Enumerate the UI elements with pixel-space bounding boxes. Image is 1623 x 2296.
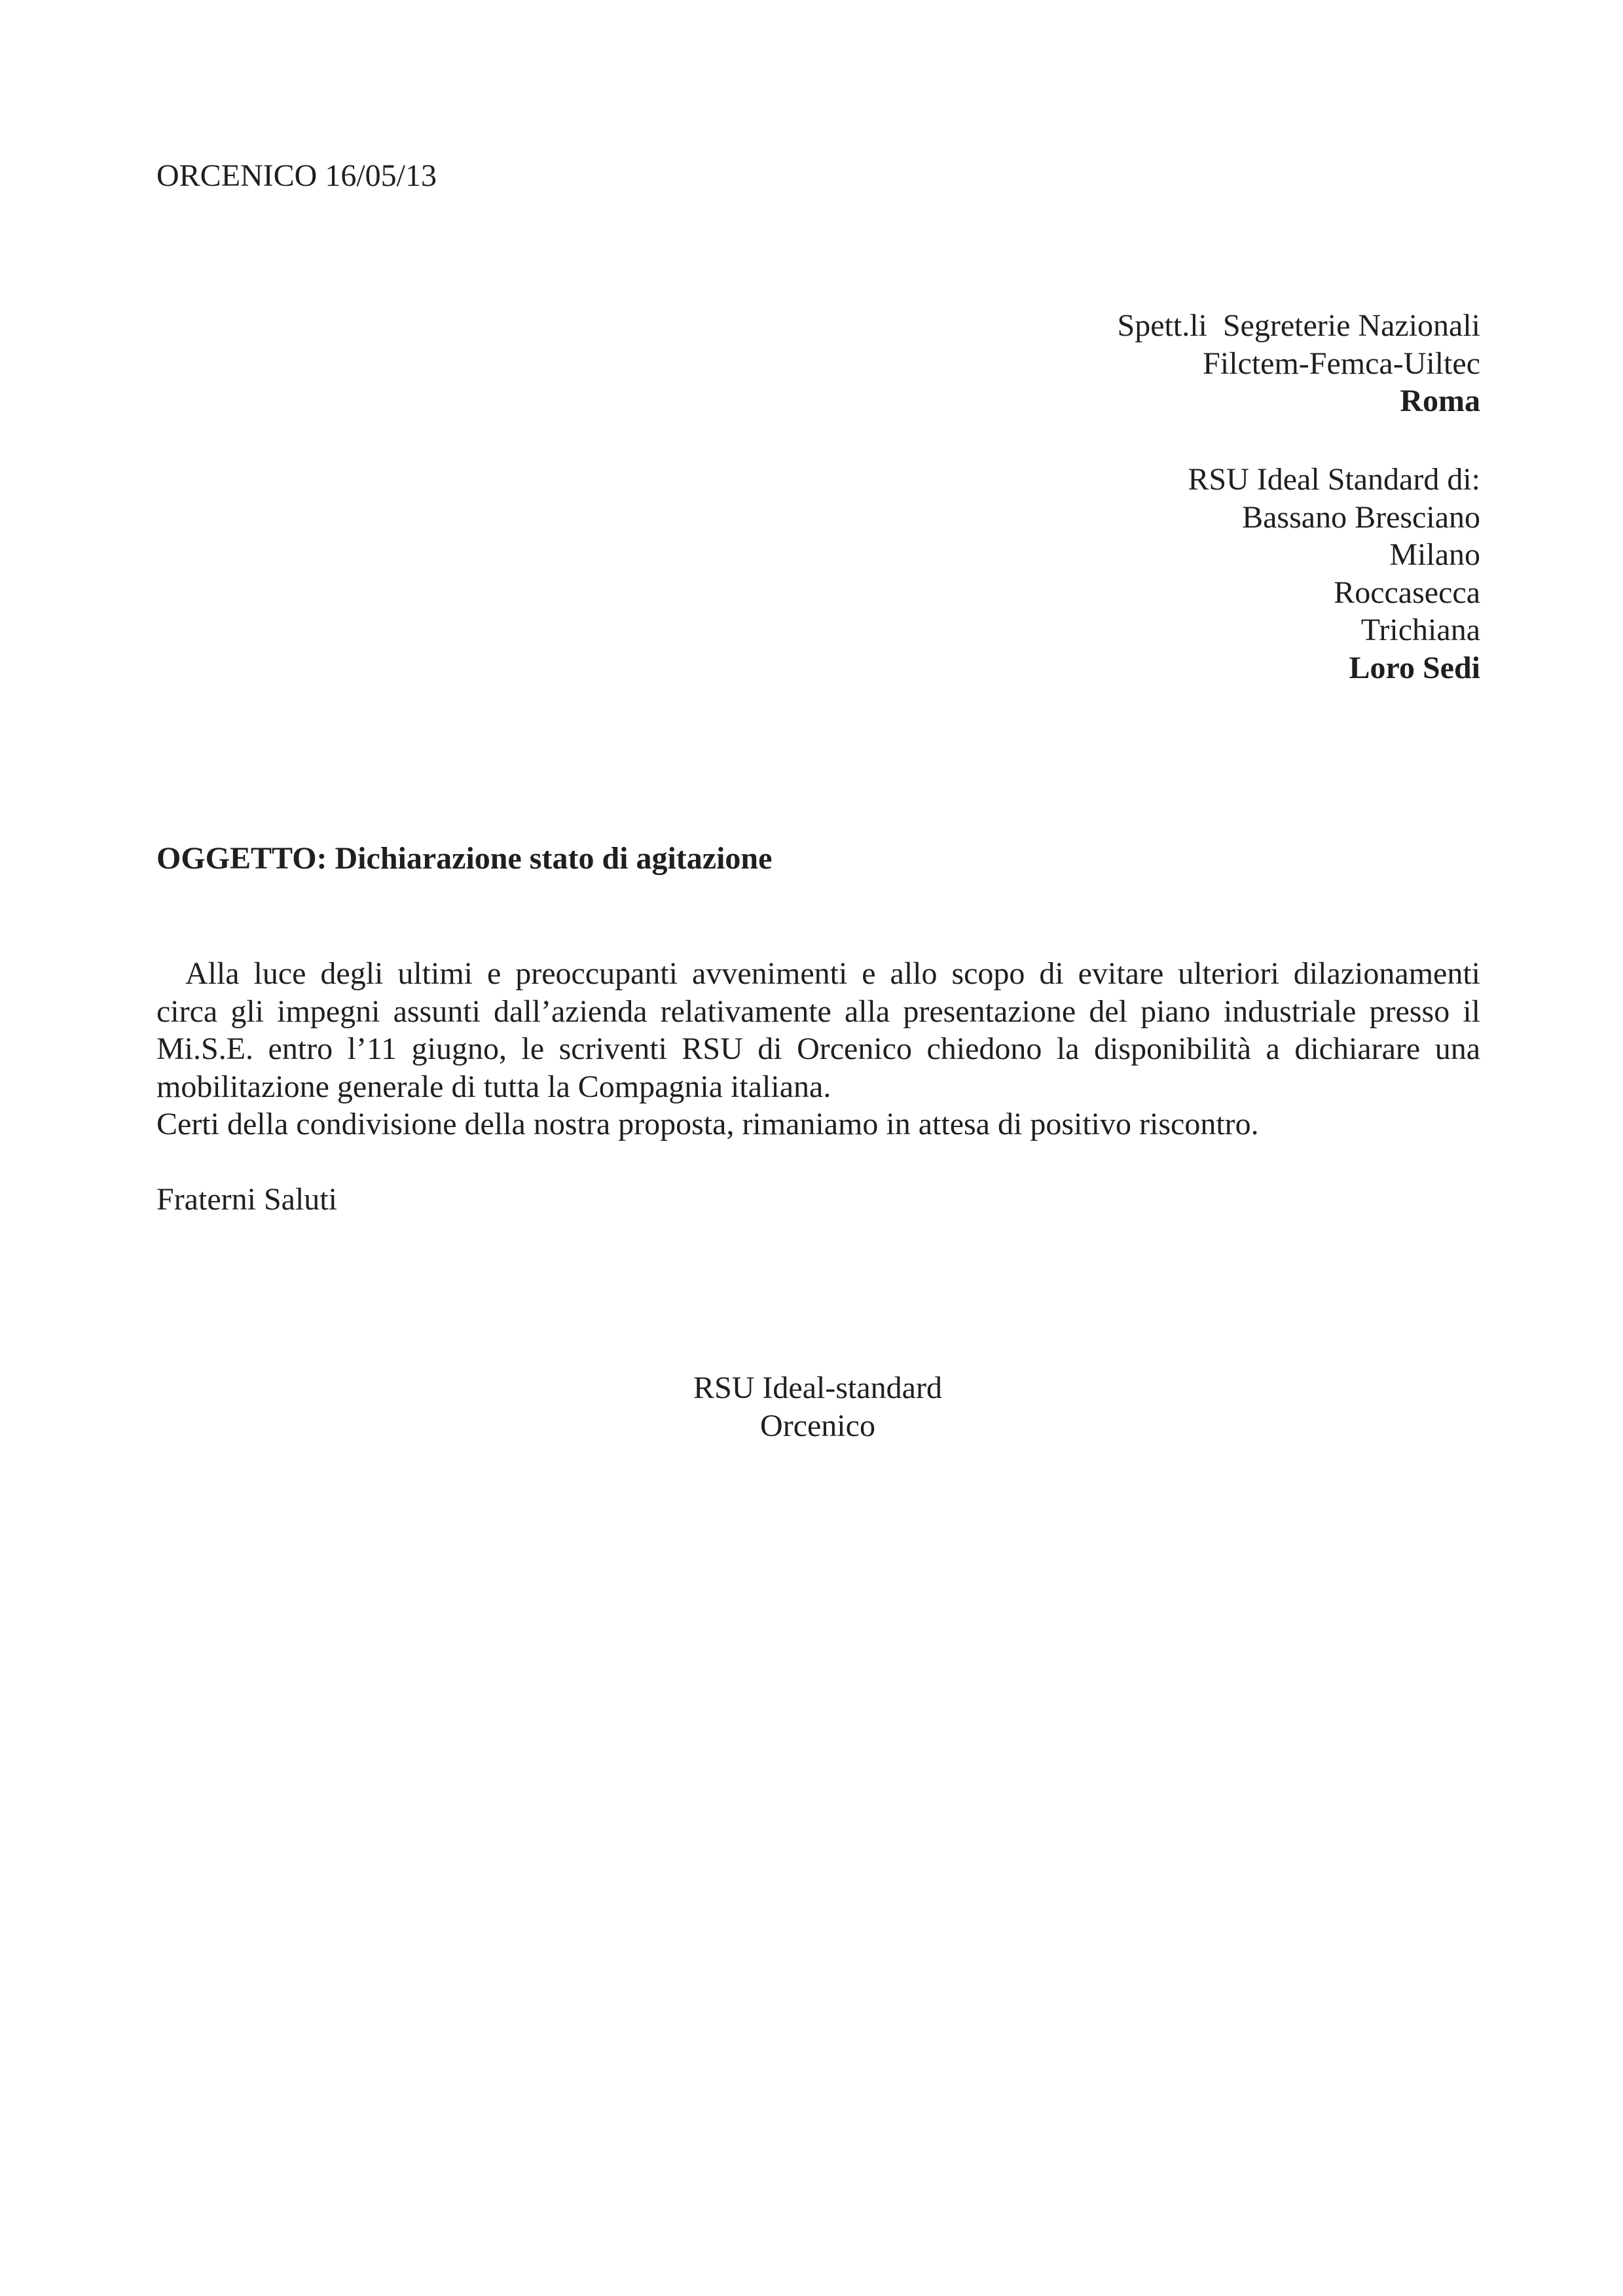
body-line: Certi della condivisione della nostra proposta, rimaniamo in attesa di positivo riscontro. bbox=[156, 1107, 1259, 1141]
subject-line: OGGETTO: Dichiarazione stato di agitazione bbox=[156, 841, 773, 876]
signature-line: RSU Ideal-standard bbox=[693, 1371, 942, 1405]
body-line: Alla luce degli ultimi e preoccupanti avvenimenti e allo scopo di evitare ulteriori dilazionamenti bbox=[156, 956, 1480, 991]
body-line: Mi.S.E. entro l’11 giugno, le scriventi RSU di Orcenico chiedono la disponibilità a dichiarare una bbox=[156, 1031, 1480, 1066]
place-date: ORCENICO 16/05/13 bbox=[156, 158, 437, 193]
recipient-line: Milano bbox=[1389, 537, 1480, 572]
signature-block bbox=[589, 1369, 1047, 1444]
body-line: mobilitazione generale di tutta la Compagnia italiana. bbox=[156, 1069, 831, 1104]
recipient-line: RSU Ideal Standard di: bbox=[1188, 462, 1480, 497]
recipient-line: Filctem-Femca-Uiltec bbox=[1203, 346, 1480, 381]
signature-line: Orcenico bbox=[760, 1408, 875, 1443]
closing-greeting: Fraterni Saluti bbox=[156, 1182, 337, 1217]
recipient-line: Trichiana bbox=[1360, 613, 1480, 647]
recipient-line: Roccasecca bbox=[1334, 575, 1480, 610]
recipient-block-rsu bbox=[1188, 461, 1480, 687]
recipient-closing: Loro Sedi bbox=[1349, 650, 1480, 685]
recipient-line: Bassano Bresciano bbox=[1242, 499, 1480, 535]
recipient-city: Roma bbox=[1400, 384, 1480, 418]
body-line: circa gli impegni assunti dall’azienda relativamente alla presentazione del piano industriale presso il bbox=[156, 994, 1480, 1029]
recipient-line: Spett.li Segreterie Nazionali bbox=[1117, 308, 1480, 343]
recipient-block-national bbox=[1118, 307, 1480, 420]
body-paragraph bbox=[156, 955, 1480, 1143]
